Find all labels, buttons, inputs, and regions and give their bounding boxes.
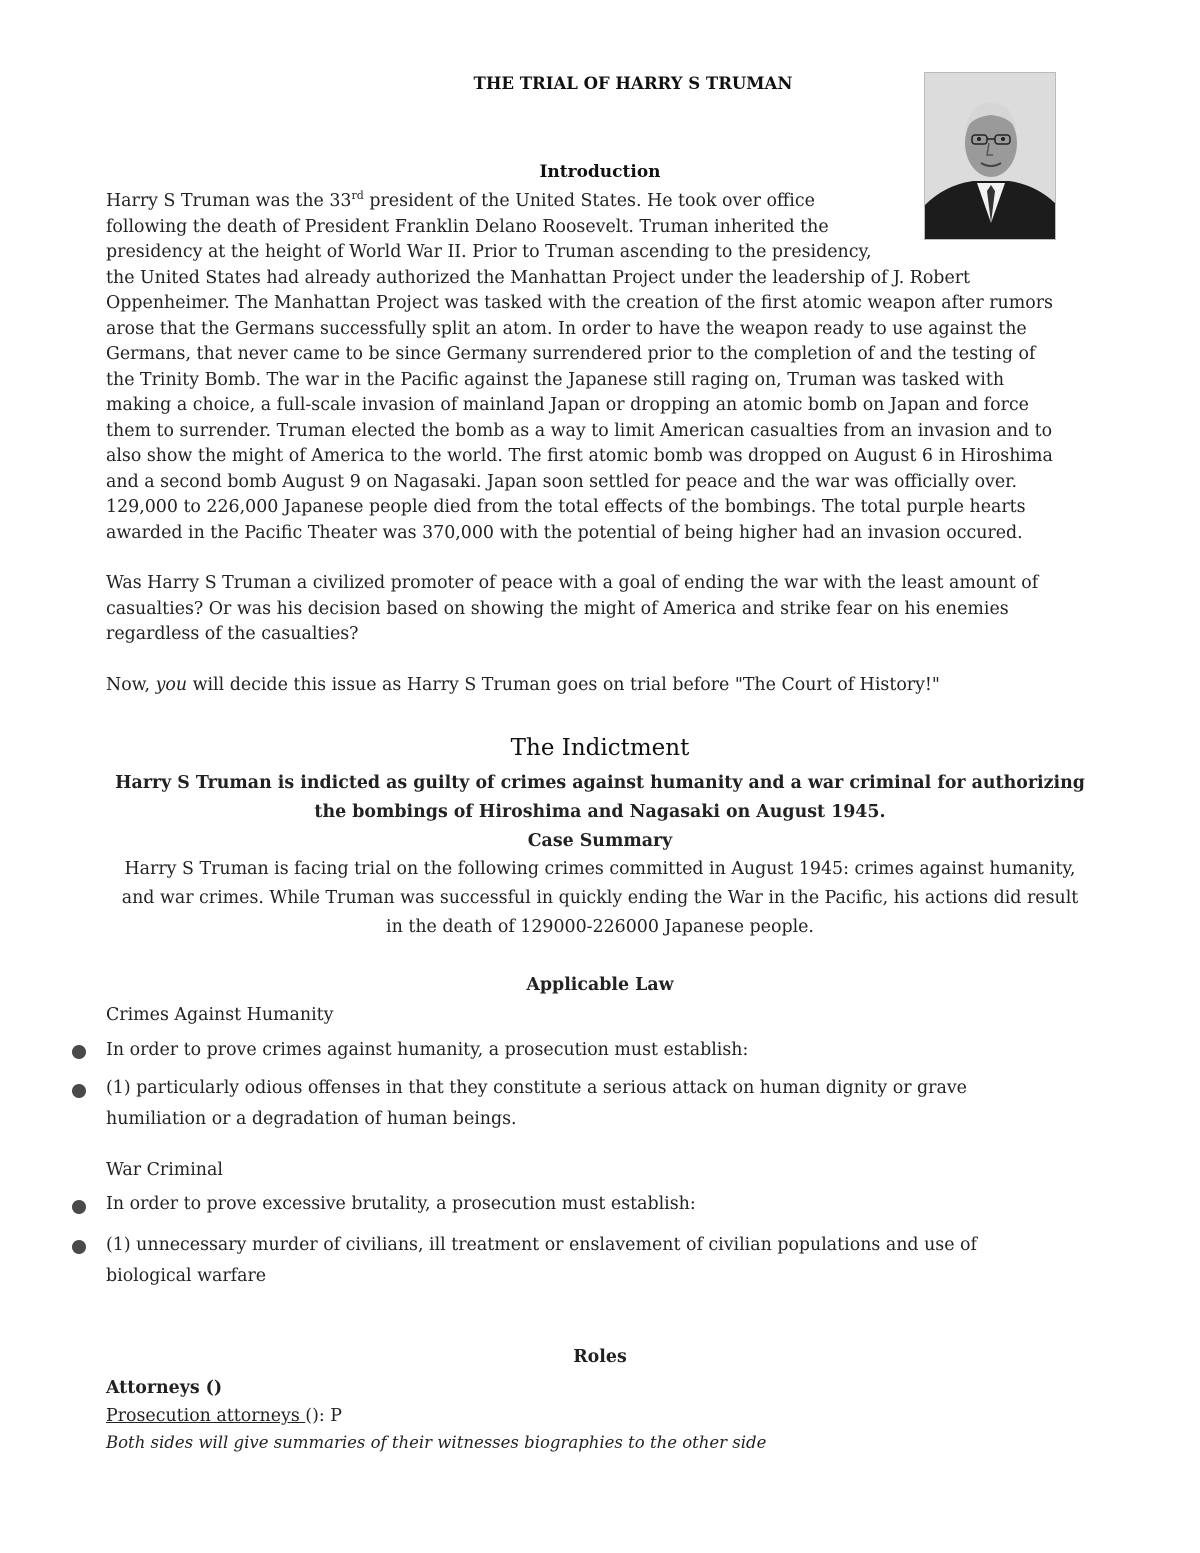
bullet-icon — [72, 1045, 86, 1059]
intro-line-9: making a choice, a full-scale invasion of mainland Japan or dropping an atomic bomb on Japan and force — [106, 395, 1029, 415]
prosecution-line — [106, 1404, 342, 1430]
intro-line-11: also show the might of America to the world. The first atomic bomb was dropped on August 6 in Hiroshima — [106, 446, 1053, 466]
intro-line-4: the United States had already authorized the Manhattan Project under the leadership of J. Robert — [106, 267, 971, 288]
prosecution-rest: (): P — [305, 1406, 342, 1426]
document-title: THE TRIAL OF HARRY S TRUMAN — [473, 74, 793, 93]
attorneys-label: Attorneys () — [106, 1378, 223, 1398]
case-summary-line-1: Harry S Truman is facing trial on the following crimes committed in August 1945: crimes against humanity, — [124, 859, 1076, 879]
indictment-heading: The Indictment — [510, 735, 690, 761]
intro-line-7: Germans, that never came to be since Germany surrendered prior to the completion of and the testing of — [106, 344, 1036, 364]
portrait-photo — [924, 72, 1056, 240]
decide-emphasis: you — [155, 675, 188, 695]
indictment-statement-line-1: Harry S Truman is indicted as guilty of crimes against humanity and a war criminal for authorizing — [115, 773, 1085, 793]
case-summary-line-2: and war crimes. While Truman was successful in quickly ending the War in the Pacific, his actions did result — [121, 888, 1079, 908]
cah-bullet-1: In order to prove crimes against humanity, a prosecution must establish: — [106, 1040, 749, 1060]
indictment-statement-line-2: the bombings of Hiroshima and Nagasaki on August 1945. — [314, 802, 886, 822]
crimes-against-humanity-label: Crimes Against Humanity — [106, 1005, 334, 1025]
intro-line-1-superscript: rd — [351, 189, 364, 203]
intro-line-2: following the death of President Franklin Delano Roosevelt. Truman inherited the — [106, 216, 829, 237]
intro-line-1-start: Harry S Truman was the 33 — [106, 191, 352, 211]
roles-heading: Roles — [573, 1347, 627, 1367]
intro-line-6: arose that the Germans successfully split an atom. In order to have the weapon ready to use against the — [106, 318, 1027, 339]
wc-bullet-1: In order to prove excessive brutality, a prosecution must establish: — [106, 1194, 696, 1214]
case-summary-line-3: in the death of 129000-226000 Japanese people. — [386, 917, 814, 937]
wc-bullet-2-line-2: biological warfare — [106, 1266, 267, 1286]
case-summary-heading: Case Summary — [527, 831, 673, 851]
intro-line-3: presidency at the height of World War II. Prior to Truman ascending to the presidency, — [106, 242, 872, 262]
intro-line-14: awarded in the Pacific Theater was 370,000 with the potential of being higher had an invasion occured. — [106, 522, 1023, 543]
decide-prefix: Now, — [106, 675, 156, 695]
question-line-2: casualties? Or was his decision based on showing the might of America and strike fear on his enemies — [106, 598, 1009, 619]
intro-line-1-rest: president of the United States. He took over office — [363, 191, 815, 211]
question-line-3: regardless of the casualties? — [106, 624, 359, 644]
cah-bullet-2-line-1: (1) particularly odious offenses in that they constitute a serious attack on human dignity or grave — [106, 1078, 967, 1098]
intro-line-10: them to surrender. Truman elected the bomb as a way to limit American casualties from an invasion and to — [106, 420, 1053, 441]
intro-line-1 — [106, 189, 815, 215]
bullet-icon — [72, 1200, 86, 1214]
decide-line — [106, 673, 940, 699]
intro-line-13: 129,000 to 226,000 Japanese people died from the total effects of the bombings. The total purple hearts — [106, 497, 1026, 517]
portrait-illustration — [925, 73, 1056, 240]
bullet-icon — [72, 1240, 86, 1254]
cah-bullet-2-line-2: humiliation or a degradation of human beings. — [106, 1109, 517, 1129]
intro-line-12: and a second bomb August 9 on Nagasaki. Japan soon settled for peace and the war was officially over. — [106, 471, 1018, 492]
wc-bullet-2-line-1: (1) unnecessary murder of civilians, ill treatment or enslavement of civilian populations and use of — [106, 1235, 977, 1255]
bullet-icon — [72, 1084, 86, 1098]
applicable-law-heading: Applicable Law — [526, 975, 674, 995]
roles-note: Both sides will give summaries of their witnesses biographies to the other side — [106, 1433, 767, 1452]
war-criminal-label: War Criminal — [106, 1160, 223, 1180]
decide-suffix: will decide this issue as Harry S Truman goes on trial before "The Court of History!" — [187, 675, 940, 695]
prosecution-attorneys-label: Prosecution attorneys — [106, 1406, 306, 1426]
introduction-heading: Introduction — [539, 162, 661, 182]
intro-line-5: Oppenheimer. The Manhattan Project was tasked with the creation of the first atomic weapon after rumors — [106, 293, 1053, 313]
question-line-1: Was Harry S Truman a civilized promoter of peace with a goal of ending the war with the least amount of — [106, 573, 1039, 593]
intro-line-8: the Trinity Bomb. The war in the Pacific against the Japanese still raging on, Truman was tasked with — [106, 369, 1005, 390]
